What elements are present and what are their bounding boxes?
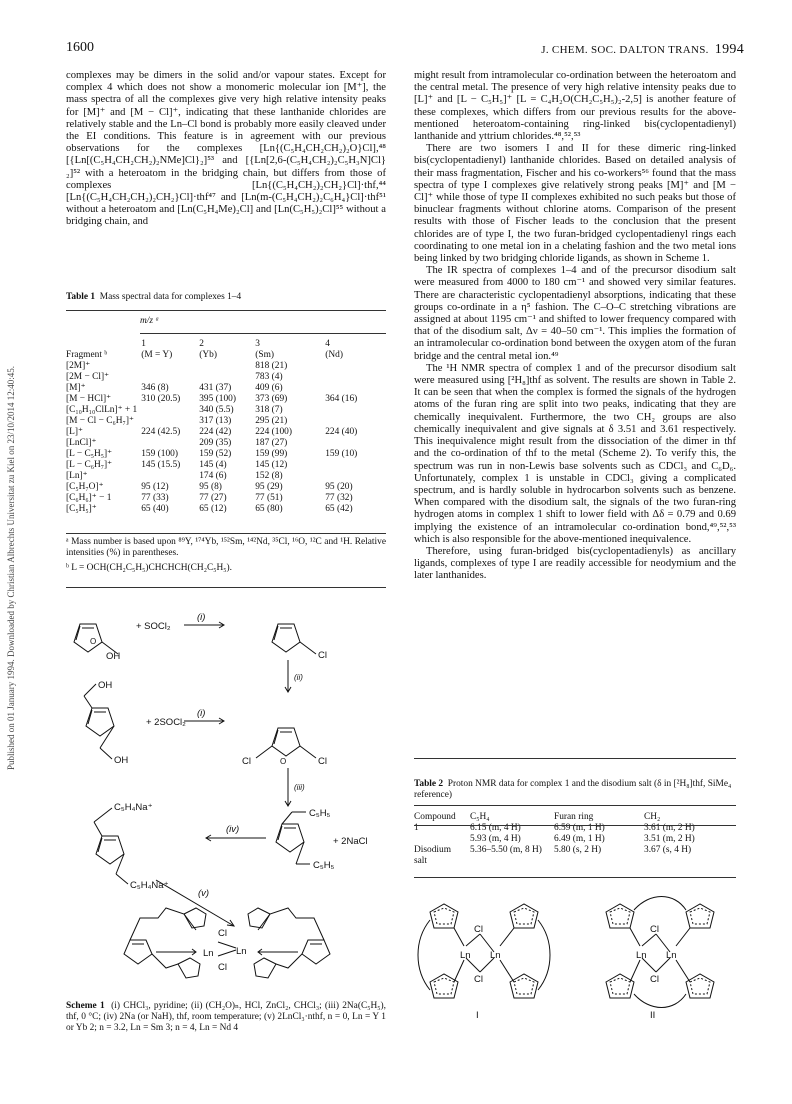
table1-col-num: 2 [199,339,204,349]
table1-cell: 187 (27) [255,438,288,448]
chloro-label: Cl [242,756,251,767]
journal-year: 1994 [714,42,744,57]
table2-cell: Disodium [414,845,451,855]
table1-cell: 317 (13) [199,416,232,426]
table1-cell: 340 (5.5) [199,405,234,415]
chloro-label: Cl [318,650,327,661]
table1-cell: [M − Cl − C₆H₇]⁺ [66,416,134,426]
table1-cell: 159 (100) [141,449,178,459]
table1-row [66,449,385,460]
ln-label: Ln [460,950,471,961]
table2-cell: 6.59 (m, 1 H) [554,823,605,833]
table2-cell: 3.67 (s, 4 H) [644,845,692,855]
hydroxyl-label: OH [106,651,121,662]
isomer-II [606,897,714,1008]
table2-header-cell: CH₂ [644,812,661,822]
table1-title: Mass spectral data for complexes 1–4 [99,292,242,302]
c5h5-label: C₅H₅ [313,860,335,871]
furan-ring [272,624,316,654]
ln-label: Ln [490,950,501,961]
table1-cell: 145 (15.5) [141,460,181,470]
table1-col-num: 1 [141,339,146,349]
hydroxyl-label: OH [98,680,113,691]
table2-cell: 3.51 (m, 2 H) [644,834,695,844]
table2-row [414,834,714,845]
furan-ring [276,812,310,864]
scheme1-diagram [66,596,388,1000]
table1-cell: 364 (16) [325,394,358,404]
table1-cell [325,361,385,372]
table1-col-sub: (Yb) [199,350,217,360]
table1-cell: 318 (7) [255,405,283,415]
table1-cell: [C₅H₇O]⁺ [66,482,104,492]
download-watermark: Published on 01 January 1994. Downloaded by Christian Albrechts Universitat zu Kiel on 23/10/2014 12:40:45. [6,366,16,770]
table1-fragment-header: Fragment ᵇ [66,350,108,360]
table1-cell: [2M]⁺ [66,361,91,371]
scheme1-caption-text: (i) CHCl₃, pyridine; (ii) (CH₂O)ₙ, HCl, ZnCl₂, CHCl₃; (iii) 2Na(C₅H₅), thf, 0 °C; (iv) 2Na (or NaH), thf, room temperature; (v) 2LnCl₃·nthf, n = 0, Ln = Y 1 or Yb 2; n = 3.2, Ln = Sm 3; n = 4, Ln = Nd 4 [66,1001,386,1034]
right-column-text [414,70,736,583]
table1-row [66,383,385,394]
isomer-structures [410,890,736,1020]
table1-cell: 783 (4) [255,372,283,382]
table1-cell: [M − HCl]⁺ [66,394,112,404]
table1-cell: [L]⁺ [66,427,83,437]
table1-cell: 77 (27) [199,493,227,503]
table1-col-num: 3 [255,339,260,349]
chloro-label: Cl [218,928,227,939]
reagent-label: + 2SOCl₂ [146,717,186,728]
table1-cell: 174 (6) [199,471,227,481]
table1-cell [141,361,199,372]
table1-row [66,460,385,471]
step-label: (iii) [294,783,305,792]
table1-cell [325,416,385,427]
table1-cell: 77 (32) [325,493,353,503]
ln-label: Ln [236,946,247,957]
table1-cell [141,416,199,427]
table1-cell: 224 (42.5) [141,427,181,437]
table2-header-cell: Compound [414,812,456,822]
paragraph: The ¹H NMR spectra of complex 1 and of the precursor disodium salt were measured using [²H₈]thf as solvent. The results are shown in Table 2. It can be seen that when the complex is formed the signals of the hydrogen atoms of the furan ring are split into two peaks, indicating that they are chemically inequivalent. Furthermore, the two CH₂ groups are also chemically inequivalent and give signals at δ 3.51 and 3.61 respectively. This inequivalence might result from the dissociation of the dimer in thf and the co-ordination of thf to the metal (Scheme 2). To verify this, the spectrum was run in non-Lewis base solvents such as CDCl₃ and C₆D₆. Unfortunately, complex 1 is unstable in CDCl₃ giving a complicated spectrum, and is hardly soluble in hydrocarbon solvents such as benzene. When compared with the disodium salt, the signals of the two furan-ring hydrogen atoms in complex 1 shift to lower field with Δδ = 0.79 and 0.69 implying the existence of an intramolecular co-ordination bond,⁴⁹,⁵²,⁵³ which is also responsible for the above-mentioned inequivalence. [414,362,736,545]
step-label: (v) [198,888,210,899]
table1-col-sub: (Nd) [325,350,343,360]
table1-cell: 373 (69) [255,394,288,404]
paragraph: complexes may be dimers in the solid and/or vapour states. Except for complex 4 which does not show a monomeric molecular ion [M⁺], the mass spectra of all the complexes give very high relative intensity peaks for [M]⁺ and [M − Cl]⁺, indicating that these lanthanide chlorides are relatively stable and the Ln–Cl bond is probably more easily cleaved under the EI conditions. This feature is in agreement with our previous observations for the complexes [Ln{(C₅H₄CH₂CH₂)₂O}Cl],⁴⁸ [{Ln[(C₅H₄CH₂CH₂)₂NMe]Cl}₂]⁵³ and [{Ln[2,6-(C₅H₄CH₂)₂C₅H₃N]Cl}₂]⁵² with a heteroatom in the bridging chain, but differs from those of complexes [Ln{(C₅H₄CH₂)₂CH₂}Cl]·thf,⁴⁴ [Ln{(C₅H₄CH₂CH₂)₂CH₂}Cl]·thf⁴⁷ and [Ln(m-(C₅H₄CH₂)₂C₆H₄}Cl]·thf⁵¹ without a heteroatom and [Ln(C₅H₄Me)₂Cl] and [Ln(C₅H₅)₂Cl]⁵⁵ without a bridging chain, and [66,70,386,228]
table1-cell: 95 (20) [325,482,353,492]
table1-cell [141,405,199,416]
table1-cell: [LnCl]⁺ [66,438,97,448]
table1-cell: 65 (42) [325,504,353,514]
isomer-label-I: I [476,1010,479,1020]
table1-row [66,504,385,515]
table1-row [66,438,385,449]
chloro-label: Cl [474,974,483,985]
chloro-label: Cl [318,756,327,767]
c5h4na-label: C₅H₄Na⁺ [114,802,153,813]
table2-header-cell: Furan ring [554,812,594,822]
table1-cell: 295 (21) [255,416,288,426]
table2-top-rule [414,805,736,806]
table1-cell: 145 (4) [199,460,227,470]
table1-row [66,372,385,383]
table1-cell: 224 (100) [255,427,292,437]
table2-title: Proton NMR data for complex 1 and the disodium salt (δ in [²H₈]thf, SiMe₄ reference) [414,779,732,800]
table2-cell: 5.36–5.50 (m, 8 H) [470,845,542,855]
table1-header-row [66,350,385,361]
c5h4na-label: C₅H₄Na⁺ [130,880,169,891]
table1-col-sub: (M = Y) [141,350,173,360]
dimer-product [124,908,330,978]
table2-header-cell: C₅H₄ [470,812,490,822]
chloro-label: Cl [218,962,227,973]
table2-cell [414,834,470,845]
scheme1-caption-label: Scheme 1 [66,1001,105,1011]
table2-cell: 5.80 (s, 2 H) [554,845,602,855]
isomer-I [418,904,550,998]
hydroxyl-label: OH [114,755,129,766]
oxygen-label: O [90,637,97,646]
table1-row [66,482,385,493]
table1-cell: 65 (12) [199,504,227,514]
table2-cell: 5.93 (m, 4 H) [470,834,521,844]
table1-cell [141,372,199,383]
table1-cell [325,471,385,482]
furan-ring [84,684,114,759]
table1-cell: [M]⁺ [66,383,86,393]
table1-caption [66,292,386,302]
table1-cell [325,383,385,394]
ln-label: Ln [203,948,214,959]
table1-row [66,471,385,482]
table1-row [66,416,385,427]
table1-row [66,493,385,504]
table1-row [66,405,385,416]
table1-cell [199,361,255,372]
table1-cell: 818 (21) [255,361,288,371]
furan-ring [256,728,316,758]
c5h5-label: C₅H₅ [309,808,331,819]
table1-cell: 159 (52) [199,449,232,459]
isomer-label-II: II [650,1010,656,1020]
paragraph: The IR spectra of complexes 1–4 and of the precursor disodium salt were measured from 4000 to 180 cm⁻¹ and showed very similar features. There are characteristic cyclopentadienyl absorptions, indicating that these groups co-ordinate in a η⁵ fashion. The C–O–C stretching vibrations are assigned at about 1195 cm⁻¹ and shifted to lower frequency compared with that of the disodium salt, Δν = 40–50 cm⁻¹. This implies the formation of an intramolecular co-ordination bond between the oxygen atom of the furan bridge and the central metal ion.⁴⁹ [414,265,736,362]
table1-cell: 159 (10) [325,449,358,459]
table1-row [66,427,385,438]
table1-cell: 95 (8) [199,482,222,492]
table1-cell: 310 (20.5) [141,394,181,404]
table1-cell: [C₆H₆]⁺ − 1 [66,493,112,503]
page-number: 1600 [66,40,94,55]
table1-cell [325,372,385,383]
table2-row [414,845,714,856]
table1-cell: 77 (51) [255,493,283,503]
table1-top-rule [66,310,386,311]
table2-cell: 6.49 (m, 1 H) [554,834,605,844]
table1-cell: 65 (40) [141,504,169,514]
table2-cell [644,856,714,867]
table2-cell [470,856,554,867]
table1-cell: [L − C₅H₅]⁺ [66,449,113,459]
chloro-label: Cl [650,974,659,985]
table2-separator-rule [414,758,736,759]
journal-header [541,42,744,58]
table1-mz-header: m/z ᵃ [140,316,160,326]
table2-cell: 3.61 (m, 2 H) [644,823,695,833]
table1-bottom-rule [66,533,386,534]
table2-header-rule [414,825,736,826]
table1-cell: 95 (12) [141,482,169,492]
table1-cell: 159 (99) [255,449,288,459]
table2-row [414,856,714,867]
step-label: (i) [197,612,206,623]
table1-col-num: 4 [325,339,330,349]
table1-cell: 409 (6) [255,383,283,393]
paragraph: Therefore, using furan-bridged bis(cyclopentadienyls) as ancillary ligands, complexes of type I are readily accessible for neodymium and the later lanthanides. [414,545,736,582]
table1-cell: 145 (12) [255,460,288,470]
left-column-text [66,70,386,229]
table1-cell: [C₅H₅]⁺ [66,504,97,514]
table1-row [66,394,385,405]
table1-cell: 95 (29) [255,482,283,492]
table1-cell [141,438,199,449]
table2-cell: salt [414,856,428,866]
table1-footnote-b: ᵇ L = OCH(CH₂C₅H₅)CHCHCH(CH₂C₅H₅). [66,563,232,573]
table2-label: Table 2 [414,779,444,789]
table1-cell: 209 (35) [199,438,232,448]
table1-cell [199,372,255,383]
table1-cell [325,460,385,471]
step-label: (ii) [294,673,303,682]
table2-caption [414,779,736,801]
table2-cell [554,856,644,867]
table1-col-sub: (Sm) [255,350,274,360]
paragraph: There are two isomers I and II for these dimeric ring-linked bis(cyclopentadienyl) lanthanide chlorides. Based on detailed analysis of their mass fragmentation, Fischer and his co-workers⁵⁶ found that the mass spectra of type I complexes give relatively strong peaks [M]⁺ and [M − Cl]⁺ while those of type II complexes exhibited no such peaks but those of binuclear fragments without chlorine atoms. Comparison of the present results with those of Fischer leads to the conclusion that the present chlorides are of type I, the two furan-bridged cyclopentadienyl rings each coordinating to one metal ion in a chelating fashion and the two metal ions being linked by two bridging chloride ligands, as shown in Scheme 1. [414,143,736,265]
chloro-label: Cl [474,924,483,935]
ln-label: Ln [636,950,647,961]
ln-label: Ln [666,950,677,961]
table1-cell [325,405,385,416]
table1-cell: [Ln]⁺ [66,471,88,481]
table2-cell: 6.15 (m, 4 H) [470,823,521,833]
table1-cell: [C₁₀H₁₀ClLn]⁺ + 1 [66,405,138,415]
nacl-label: + 2NaCl [333,836,368,847]
table2 [414,812,714,867]
table1 [66,339,385,515]
table1-cell: 346 (8) [141,383,169,393]
table2-bottom-rule [414,877,736,878]
table2-header-row [414,812,714,823]
journal-name: J. CHEM. SOC. DALTON TRANS. [541,44,709,56]
table1-end-rule [66,587,386,588]
table1-cell: [L − C₆H₇]⁺ [66,460,113,470]
paragraph: might result from intramolecular co-ordination between the heteroatom and the central metal. The presence of very high relative intensity peaks due to [L]⁺ and [L − C₅H₅]⁺ [L = C₄H₂O(CH₂C₅H₅)₂-2,5] is another feature of these complexes, which differs from our previous results for the above-mentioned heteroatom-containing ring-linked bis(cyclopentadienyl) lanthanide and yttrium chlorides.⁴⁸,⁵²,⁵³ [414,70,736,143]
furan-ring [94,808,128,884]
table1-row [66,361,385,372]
table1-cell: [2M − Cl]⁺ [66,372,110,382]
table1-cell: 65 (80) [255,504,283,514]
table1-sub-rule [140,333,386,334]
oxygen-label: O [280,757,287,766]
table1-cell: 224 (40) [325,427,358,437]
table1-cell [141,471,199,482]
table2-cell: 1 [414,823,419,833]
table1-cell [325,438,385,449]
table1-footnote-a: ᵃ Mass number is based upon ⁸⁹Y, ¹⁷⁴Yb, ¹⁵²Sm, ¹⁴²Nd, ³⁵Cl, ¹⁶O, ¹²C and ¹H. Relative intensities (%) in parentheses. [66,537,386,558]
table1-label: Table 1 [66,292,96,302]
step-label: (i) [197,708,206,719]
table1-header-row [66,339,385,350]
table1-cell: 395 (100) [199,394,236,404]
scheme1-caption [66,1001,386,1035]
chloro-label: Cl [650,924,659,935]
table1-cell: 152 (8) [255,471,283,481]
table1-cell: 431 (37) [199,383,232,393]
table1-cell: 77 (33) [141,493,169,503]
step-label: (iv) [226,824,240,835]
table1-cell: 224 (42) [199,427,232,437]
reagent-label: + SOCl₂ [136,621,171,632]
